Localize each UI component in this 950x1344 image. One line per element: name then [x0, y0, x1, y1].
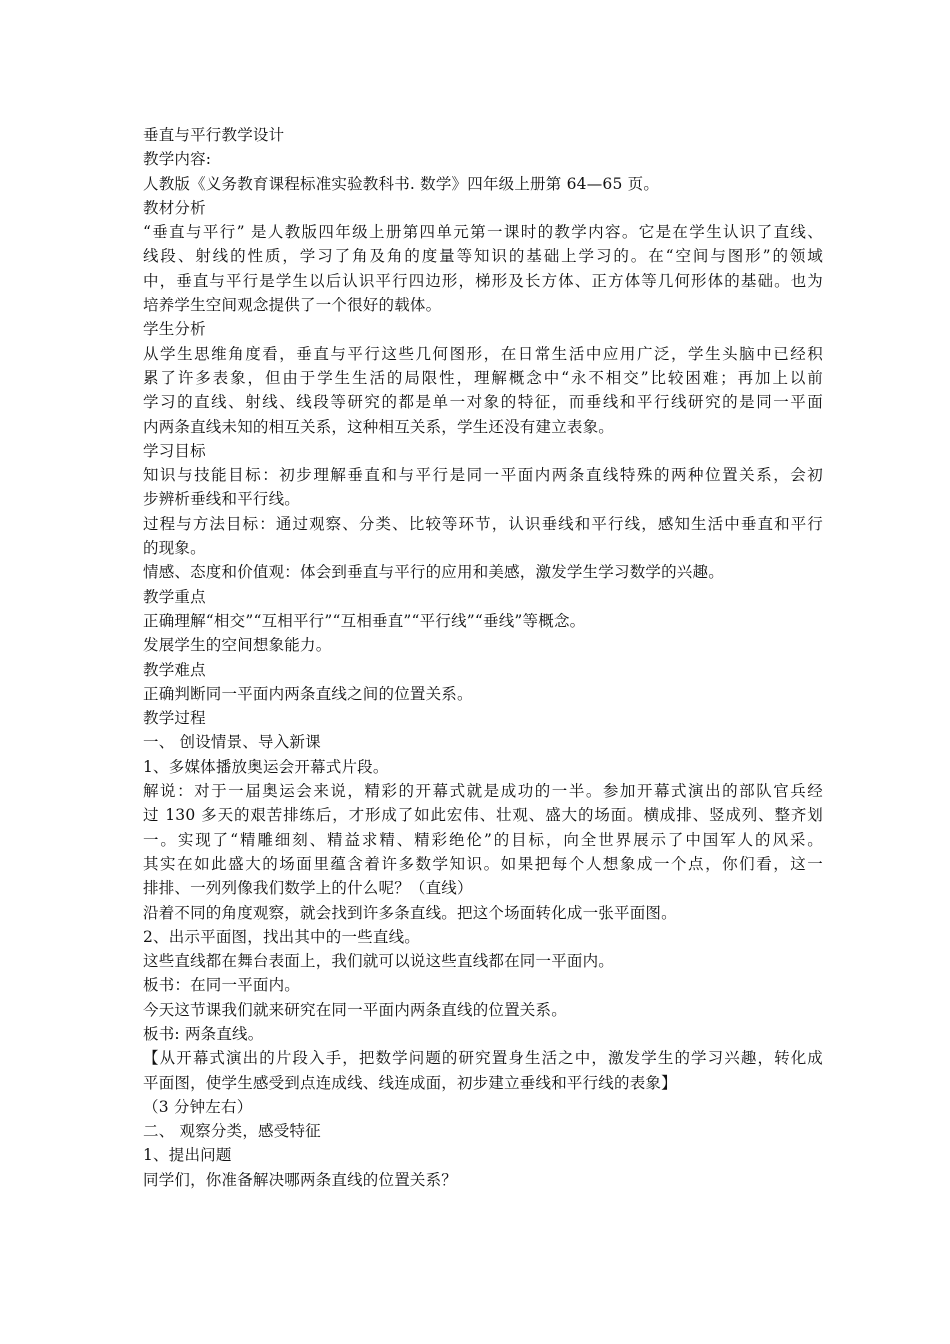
text-line: 步辨析垂线和平行线。: [143, 490, 301, 509]
text-line: 教学重点: [143, 587, 206, 606]
text-line: 中，垂直与平行是学生以后认识平行四边形，梯形及长方体、正方体等几何形体的基础。也为: [143, 271, 823, 290]
text-line: 板书: 两条直线。: [143, 1024, 264, 1043]
text-line: 教材分析: [143, 198, 206, 217]
text-line: 解说：对于一届奥运会来说，精彩的开幕式就是成功的一半。参加开幕式演出的部队官兵经: [143, 782, 823, 801]
text-line: 排排、一列列像我们数学上的什么呢？（直线）: [143, 879, 473, 898]
text-line: 垂直与平行教学设计: [143, 126, 285, 144]
text-line: 正确理解“相交”“互相平行”“互相垂直”“平行线”“垂线”等概念。: [143, 611, 586, 630]
text-line: 同学们，你准备解决哪两条直线的位置关系？: [143, 1170, 458, 1189]
text-line: （3 分钟左右）: [143, 1097, 253, 1116]
text-line: 平面图，使学生感受到点连成线、线连成面，初步建立垂线和平行线的表象】: [143, 1073, 677, 1092]
text-line: 一。实现了“精雕细刻、精益求精、精彩绝伦”的目标，向全世界展示了中国军人的风采。: [143, 830, 823, 849]
text-line: 的现象。: [143, 539, 206, 558]
text-line: 1、多媒体播放奥运会开幕式片段。: [143, 757, 389, 776]
text-line: 线段、射线的性质，学习了角及角的度量等知识的基础上学习的。在“空间与图形”的领域: [143, 247, 823, 266]
text-line: 今天这节课我们就来研究在同一平面内两条直线的位置关系。: [143, 1000, 567, 1019]
text-line: 累了许多表象，但由于学生生活的局限性，理解概念中“永不相交”比较困难；再加上以前: [143, 368, 823, 387]
text-line: 人教版《义务教育课程标准实验教科书. 数学》四年级上册第 64—65 页。: [143, 174, 660, 193]
text-line: 一、 创设情景、导入新课: [143, 733, 321, 752]
document-page: [143, 123, 823, 1192]
text-line: 过 130 多天的艰苦排练后，才形成了如此宏伟、壮观、盛大的场面。横成排、竖成列、整齐划: [143, 806, 823, 825]
text-line: 教学内容:: [143, 150, 212, 169]
text-line: 知识与技能目标：初步理解垂直和与平行是同一平面内两条直线特殊的两种位置关系，会初: [143, 466, 823, 485]
text-line: 情感、态度和价值观：体会到垂直与平行的应用和美感，激发学生学习数学的兴趣。: [143, 563, 724, 582]
text-line: 其实在如此盛大的场面里蕴含着许多数学知识。如果把每个人想象成一个点，你们看，这一: [143, 854, 823, 873]
text-line: 1、提出问题: [143, 1146, 232, 1165]
text-line: 从学生思维角度看，垂直与平行这些几何图形，在日常生活中应用广泛，学生头脑中已经积: [143, 344, 823, 363]
text-line: 正确判断同一平面内两条直线之间的位置关系。: [143, 684, 473, 703]
text-line: 培养学生空间观念提供了一个很好的载体。: [143, 296, 442, 315]
text-line: 教学过程: [143, 709, 206, 728]
text-line: 沿着不同的角度观察，就会找到许多条直线。把这个场面转化成一张平面图。: [143, 903, 677, 922]
text-line: 过程与方法目标：通过观察、分类、比较等环节，认识垂线和平行线，感知生活中垂直和平行: [143, 514, 823, 533]
text-line: “垂直与平行” 是人教版四年级上册第四单元第一课时的教学内容。它是在学生认识了直线、: [143, 223, 823, 242]
text-line: 这些直线都在舞台表面上，我们就可以说这些直线都在同一平面内。: [143, 952, 615, 971]
text-line: 内两条直线未知的相互关系，这种相互关系，学生还没有建立表象。: [143, 417, 615, 436]
text-line: 发展学生的空间想象能力。: [143, 636, 332, 655]
text-line: 学习目标: [143, 441, 206, 460]
text-line: 【从开幕式演出的片段入手，把数学问题的研究置身生活之中，激发学生的学习兴趣，转化成: [143, 1049, 823, 1068]
text-line: 教学难点: [143, 660, 206, 679]
text-line: 2、出示平面图，找出其中的一些直线。: [143, 927, 420, 946]
text-line: 二、 观察分类，感受特征: [143, 1122, 321, 1141]
text-line: 板书：在同一平面内。: [143, 976, 301, 995]
text-line: 学习的直线、射线、线段等研究的都是单一对象的特征，而垂线和平行线研究的是同一平面: [143, 393, 823, 412]
text-line: 学生分析: [143, 320, 206, 339]
